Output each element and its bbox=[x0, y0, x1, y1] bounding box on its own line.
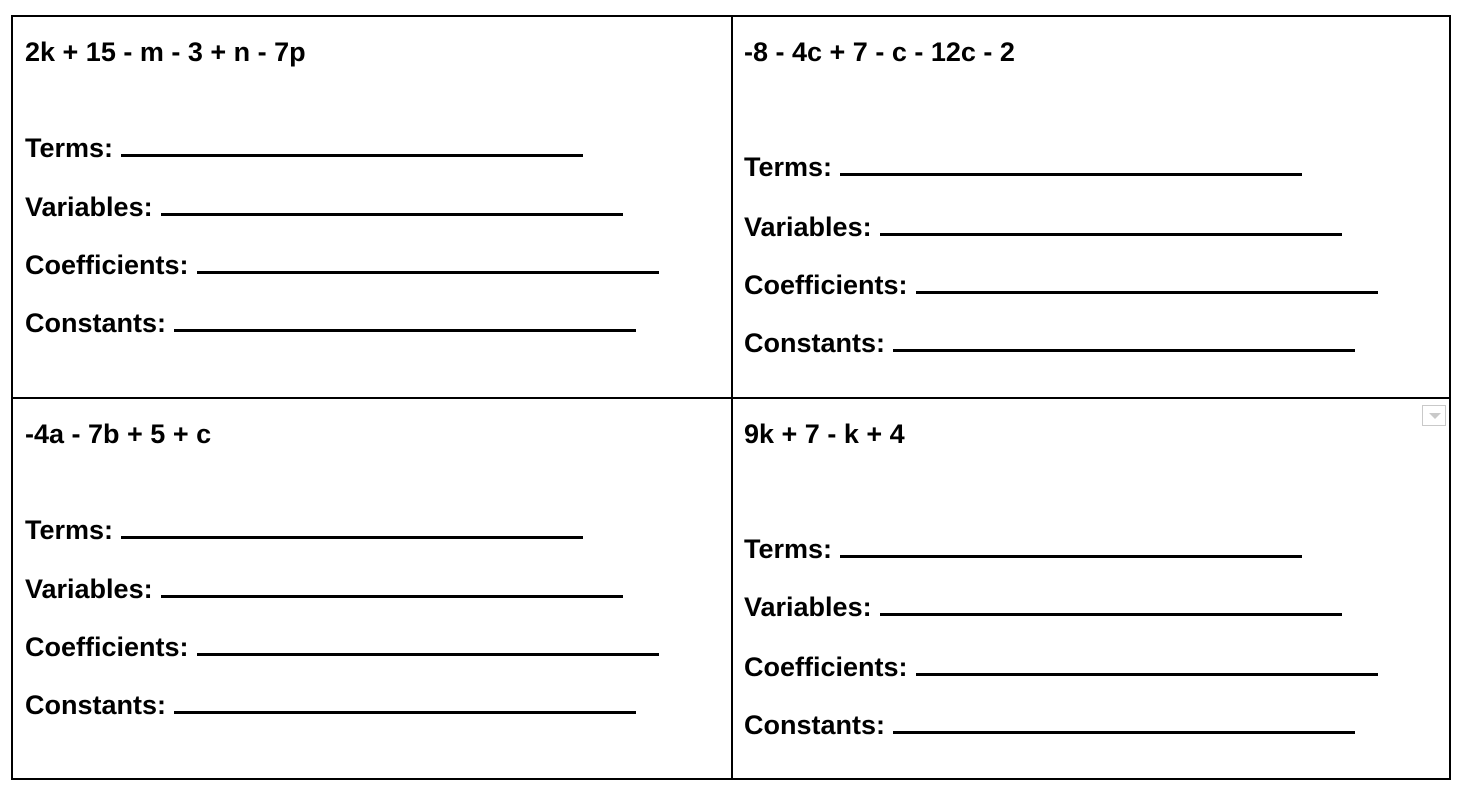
variables-answer-blank[interactable] bbox=[161, 191, 623, 216]
constants-answer-blank[interactable] bbox=[174, 689, 636, 714]
variables-row bbox=[744, 589, 1342, 625]
terms-answer-blank[interactable] bbox=[840, 533, 1302, 558]
coefficients-row bbox=[744, 267, 1378, 303]
variables-row bbox=[744, 209, 1342, 245]
constants-row bbox=[744, 707, 1355, 743]
coefficients-answer-blank[interactable] bbox=[197, 249, 659, 274]
variables-row bbox=[25, 189, 623, 225]
coefficients-label: Coefficients: bbox=[744, 270, 908, 300]
chevron-down-icon[interactable] bbox=[1422, 405, 1446, 426]
expression: 9k + 7 - k + 4 bbox=[744, 419, 905, 449]
variables-label: Variables: bbox=[744, 592, 872, 622]
terms-label: Terms: bbox=[25, 515, 114, 545]
variables-label: Variables: bbox=[744, 212, 872, 242]
coefficients-answer-blank[interactable] bbox=[916, 651, 1378, 676]
variables-answer-blank[interactable] bbox=[161, 573, 623, 598]
coefficients-row bbox=[744, 649, 1378, 685]
terms-label: Terms: bbox=[744, 152, 833, 182]
constants-answer-blank[interactable] bbox=[174, 307, 636, 332]
variables-row bbox=[25, 571, 623, 607]
constants-row bbox=[744, 325, 1355, 361]
constants-row bbox=[25, 305, 636, 341]
constants-row bbox=[25, 687, 636, 723]
expression: -8 - 4c + 7 - c - 12c - 2 bbox=[744, 37, 1015, 67]
terms-row bbox=[744, 149, 1302, 185]
expression: -4a - 7b + 5 + c bbox=[25, 419, 212, 449]
variables-label: Variables: bbox=[25, 192, 153, 222]
coefficients-label: Coefficients: bbox=[25, 632, 189, 662]
expression: 2k + 15 - m - 3 + n - 7p bbox=[25, 37, 306, 67]
constants-answer-blank[interactable] bbox=[893, 709, 1355, 734]
terms-answer-blank[interactable] bbox=[121, 132, 583, 157]
row-divider bbox=[13, 397, 1449, 399]
coefficients-row bbox=[25, 247, 659, 283]
constants-label: Constants: bbox=[25, 690, 166, 720]
coefficients-row bbox=[25, 629, 659, 665]
variables-answer-blank[interactable] bbox=[880, 211, 1342, 236]
terms-row bbox=[744, 531, 1302, 567]
terms-row bbox=[25, 130, 583, 166]
coefficients-answer-blank[interactable] bbox=[197, 631, 659, 656]
terms-row bbox=[25, 512, 583, 548]
variables-label: Variables: bbox=[25, 574, 153, 604]
terms-label: Terms: bbox=[744, 534, 833, 564]
coefficients-label: Coefficients: bbox=[25, 250, 189, 280]
terms-answer-blank[interactable] bbox=[121, 514, 583, 539]
constants-label: Constants: bbox=[744, 328, 885, 358]
terms-answer-blank[interactable] bbox=[840, 151, 1302, 176]
coefficients-answer-blank[interactable] bbox=[916, 269, 1378, 294]
constants-answer-blank[interactable] bbox=[893, 327, 1355, 352]
constants-label: Constants: bbox=[744, 710, 885, 740]
constants-label: Constants: bbox=[25, 308, 166, 338]
coefficients-label: Coefficients: bbox=[744, 652, 908, 682]
variables-answer-blank[interactable] bbox=[880, 591, 1342, 616]
terms-label: Terms: bbox=[25, 133, 114, 163]
